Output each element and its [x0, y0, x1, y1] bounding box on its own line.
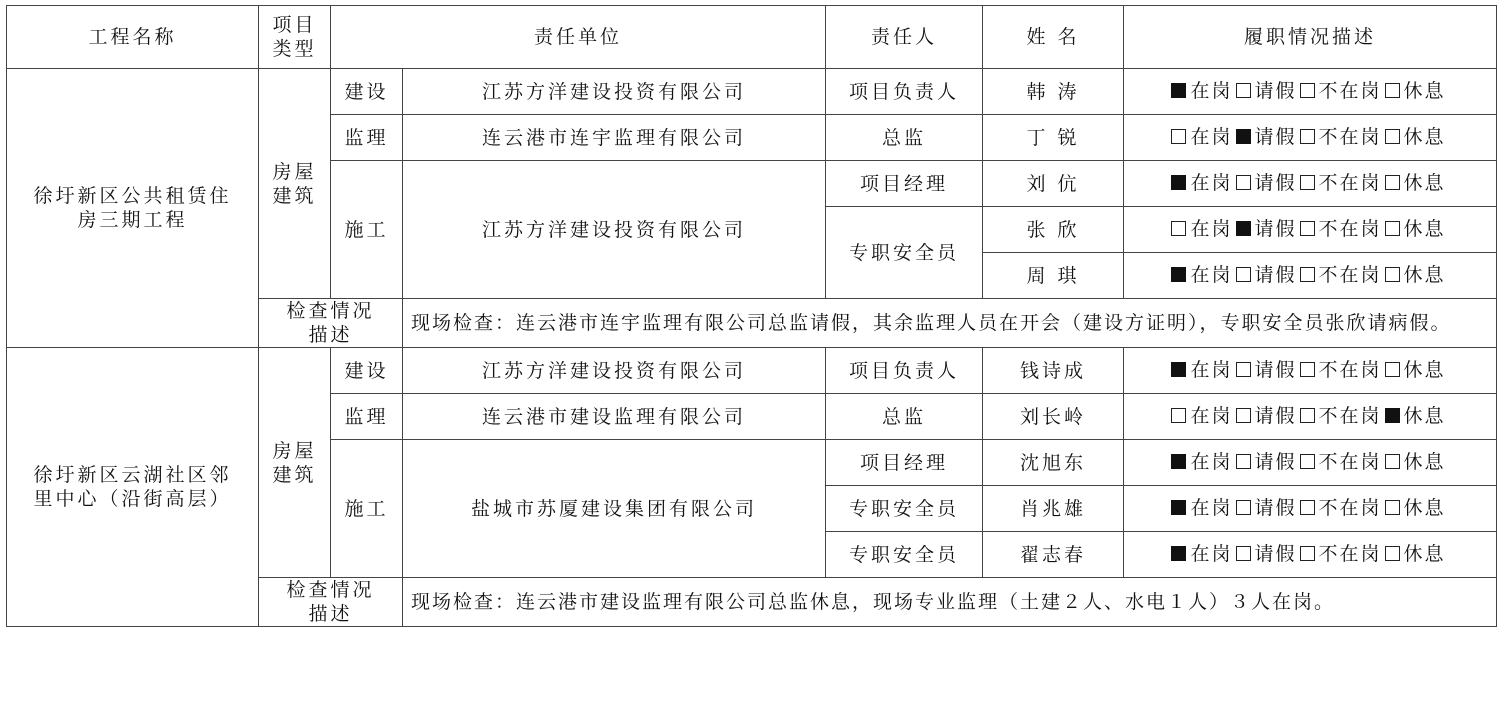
unchecked-box-icon	[1300, 221, 1315, 236]
status-option-label: 休息	[1403, 496, 1446, 519]
unchecked-box-icon	[1300, 546, 1315, 561]
project-name-cell: 徐圩新区公共租赁住 房三期工程	[7, 69, 259, 348]
check-label-cell: 检查情况 描述	[259, 299, 403, 348]
status-option-label: 在岗	[1190, 79, 1233, 102]
person-name-cell: 刘 伉	[983, 161, 1124, 207]
person-name-cell: 韩 涛	[983, 69, 1124, 115]
unit-role-cell: 施工	[331, 440, 403, 578]
status-option	[1171, 404, 1235, 428]
table-row	[7, 348, 1497, 394]
unchecked-box-icon	[1385, 267, 1400, 282]
checked-box-icon	[1236, 129, 1251, 144]
status-option	[1236, 125, 1300, 149]
status-option	[1300, 542, 1385, 566]
company-cell: 连云港市连宇监理有限公司	[403, 115, 826, 161]
checked-box-icon	[1385, 408, 1400, 423]
status-option	[1171, 358, 1235, 382]
unchecked-box-icon	[1171, 408, 1186, 423]
unchecked-box-icon	[1385, 500, 1400, 515]
status-option	[1171, 450, 1235, 474]
status-option	[1385, 496, 1449, 520]
unchecked-box-icon	[1171, 221, 1186, 236]
status-option	[1300, 404, 1385, 428]
status-option-label: 不在岗	[1318, 496, 1382, 519]
status-option	[1171, 79, 1235, 103]
unchecked-box-icon	[1236, 267, 1251, 282]
status-option	[1385, 79, 1449, 103]
status-options	[1171, 217, 1448, 241]
unchecked-box-icon	[1236, 546, 1251, 561]
unit-role-cell: 监理	[331, 394, 403, 440]
check-description-cell: 现场检查：连云港市连宇监理有限公司总监请假，其余监理人员在开会（建设方证明），专职安全员张欣请病假。	[403, 299, 1497, 348]
company-cell: 江苏方洋建设投资有限公司	[403, 161, 826, 299]
unchecked-box-icon	[1385, 129, 1400, 144]
person-name-cell: 钱诗成	[983, 348, 1124, 394]
status-options	[1171, 125, 1448, 149]
person-name-cell: 周 琪	[983, 253, 1124, 299]
status-options	[1171, 358, 1448, 382]
status-option-label: 请假	[1254, 125, 1297, 148]
status-options	[1171, 79, 1448, 103]
status-option-label: 在岗	[1190, 171, 1233, 194]
position-cell: 专职安全员	[826, 207, 983, 299]
position-cell: 项目经理	[826, 161, 983, 207]
unit-role-cell: 监理	[331, 115, 403, 161]
header-project-name: 工程名称	[7, 6, 259, 69]
status-option-label: 在岗	[1190, 263, 1233, 286]
status-option-label: 请假	[1254, 217, 1297, 240]
header-responsible-person: 责任人	[826, 6, 983, 69]
unchecked-box-icon	[1385, 454, 1400, 469]
unchecked-box-icon	[1300, 500, 1315, 515]
company-cell: 盐城市苏厦建设集团有限公司	[403, 440, 826, 578]
status-option	[1236, 496, 1300, 520]
status-option	[1385, 125, 1449, 149]
status-option-label: 不在岗	[1318, 125, 1382, 148]
status-option-label: 请假	[1254, 496, 1297, 519]
unchecked-box-icon	[1300, 454, 1315, 469]
duty-status-table	[6, 5, 1497, 627]
unchecked-box-icon	[1300, 408, 1315, 423]
status-option	[1385, 358, 1449, 382]
position-cell: 总监	[826, 394, 983, 440]
status-options	[1171, 450, 1448, 474]
checked-box-icon	[1171, 500, 1186, 515]
status-option-label: 在岗	[1190, 125, 1233, 148]
position-cell: 项目经理	[826, 440, 983, 486]
status-option-label: 在岗	[1190, 358, 1233, 381]
status-option-label: 不在岗	[1318, 263, 1382, 286]
duty-status-cell	[1124, 207, 1497, 253]
person-name-cell: 丁 锐	[983, 115, 1124, 161]
position-cell: 项目负责人	[826, 69, 983, 115]
status-option-label: 在岗	[1190, 496, 1233, 519]
person-name-cell: 刘长岭	[983, 394, 1124, 440]
status-option-label: 休息	[1403, 171, 1446, 194]
header-name: 姓 名	[983, 6, 1124, 69]
status-option	[1385, 171, 1449, 195]
duty-status-cell	[1124, 253, 1497, 299]
duty-status-cell	[1124, 394, 1497, 440]
project-name-cell: 徐圩新区云湖社区邻 里中心（沿街高层）	[7, 348, 259, 627]
unit-role-cell: 施工	[331, 161, 403, 299]
status-option	[1385, 450, 1449, 474]
position-cell: 专职安全员	[826, 486, 983, 532]
unchecked-box-icon	[1300, 175, 1315, 190]
unchecked-box-icon	[1385, 546, 1400, 561]
status-option	[1236, 171, 1300, 195]
duty-status-cell	[1124, 69, 1497, 115]
status-option-label: 请假	[1254, 542, 1297, 565]
header-duty-description: 履职情况描述	[1124, 6, 1497, 69]
status-option-label: 不在岗	[1318, 358, 1382, 381]
check-description-cell: 现场检查：连云港市建设监理有限公司总监休息，现场专业监理（土建２人、水电１人）３人在岗。	[403, 578, 1497, 627]
checked-box-icon	[1171, 546, 1186, 561]
status-options	[1171, 171, 1448, 195]
unchecked-box-icon	[1385, 83, 1400, 98]
checked-box-icon	[1171, 267, 1186, 282]
unchecked-box-icon	[1236, 454, 1251, 469]
checked-box-icon	[1171, 454, 1186, 469]
position-cell: 专职安全员	[826, 532, 983, 578]
unit-role-cell: 建设	[331, 69, 403, 115]
unchecked-box-icon	[1385, 221, 1400, 236]
status-option-label: 请假	[1254, 404, 1297, 427]
company-cell: 江苏方洋建设投资有限公司	[403, 348, 826, 394]
status-option-label: 不在岗	[1318, 404, 1382, 427]
status-option-label: 请假	[1254, 263, 1297, 286]
status-option	[1171, 496, 1235, 520]
position-cell: 总监	[826, 115, 983, 161]
status-option	[1300, 263, 1385, 287]
document-page	[6, 5, 1497, 627]
status-option	[1385, 217, 1449, 241]
status-option	[1300, 125, 1385, 149]
status-options	[1171, 263, 1448, 287]
header-project-type: 项目 类型	[259, 6, 331, 69]
unchecked-box-icon	[1236, 408, 1251, 423]
unchecked-box-icon	[1236, 83, 1251, 98]
duty-status-cell	[1124, 440, 1497, 486]
status-option-label: 不在岗	[1318, 450, 1382, 473]
status-option-label: 休息	[1403, 79, 1446, 102]
status-option	[1171, 171, 1235, 195]
status-option	[1385, 404, 1449, 428]
status-option	[1171, 542, 1235, 566]
status-option	[1236, 79, 1300, 103]
project-type-cell: 房屋 建筑	[259, 348, 331, 578]
unchecked-box-icon	[1300, 362, 1315, 377]
status-option	[1385, 542, 1449, 566]
person-name-cell: 翟志春	[983, 532, 1124, 578]
status-option-label: 在岗	[1190, 404, 1233, 427]
checked-box-icon	[1171, 362, 1186, 377]
status-option-label: 不在岗	[1318, 79, 1382, 102]
status-option-label: 不在岗	[1318, 171, 1382, 194]
unchecked-box-icon	[1171, 129, 1186, 144]
status-option-label: 休息	[1403, 358, 1446, 381]
checked-box-icon	[1171, 175, 1186, 190]
duty-status-cell	[1124, 115, 1497, 161]
company-cell: 连云港市建设监理有限公司	[403, 394, 826, 440]
status-option	[1300, 171, 1385, 195]
status-option-label: 休息	[1403, 125, 1446, 148]
status-option-label: 请假	[1254, 450, 1297, 473]
status-option-label: 在岗	[1190, 450, 1233, 473]
unchecked-box-icon	[1385, 362, 1400, 377]
checked-box-icon	[1236, 221, 1251, 236]
duty-status-cell	[1124, 486, 1497, 532]
status-option-label: 请假	[1254, 358, 1297, 381]
status-option-label: 休息	[1403, 404, 1446, 427]
unchecked-box-icon	[1300, 129, 1315, 144]
project-type-cell: 房屋 建筑	[259, 69, 331, 299]
unchecked-box-icon	[1300, 267, 1315, 282]
status-option-label: 请假	[1254, 79, 1297, 102]
status-option-label: 请假	[1254, 171, 1297, 194]
status-option	[1300, 79, 1385, 103]
person-name-cell: 沈旭东	[983, 440, 1124, 486]
unchecked-box-icon	[1300, 83, 1315, 98]
position-cell: 项目负责人	[826, 348, 983, 394]
person-name-cell: 张 欣	[983, 207, 1124, 253]
check-label-cell: 检查情况 描述	[259, 578, 403, 627]
status-option-label: 在岗	[1190, 542, 1233, 565]
status-option-label: 在岗	[1190, 217, 1233, 240]
duty-status-cell	[1124, 348, 1497, 394]
status-option	[1236, 358, 1300, 382]
unchecked-box-icon	[1236, 362, 1251, 377]
status-option	[1300, 450, 1385, 474]
status-option	[1236, 542, 1300, 566]
unchecked-box-icon	[1385, 175, 1400, 190]
company-cell: 江苏方洋建设投资有限公司	[403, 69, 826, 115]
status-option	[1385, 263, 1449, 287]
unit-role-cell: 建设	[331, 348, 403, 394]
status-option-label: 休息	[1403, 542, 1446, 565]
unchecked-box-icon	[1236, 500, 1251, 515]
status-option	[1236, 217, 1300, 241]
person-name-cell: 肖兆雄	[983, 486, 1124, 532]
status-option	[1171, 263, 1235, 287]
status-options	[1171, 542, 1448, 566]
status-option	[1236, 263, 1300, 287]
status-option-label: 休息	[1403, 450, 1446, 473]
status-option-label: 不在岗	[1318, 542, 1382, 565]
status-options	[1171, 404, 1448, 428]
status-option-label: 休息	[1403, 263, 1446, 286]
duty-status-cell	[1124, 161, 1497, 207]
status-option	[1171, 125, 1235, 149]
status-option-label: 休息	[1403, 217, 1446, 240]
header-row	[7, 6, 1497, 69]
unchecked-box-icon	[1236, 175, 1251, 190]
checked-box-icon	[1171, 83, 1186, 98]
status-option	[1300, 496, 1385, 520]
status-option	[1236, 450, 1300, 474]
status-option	[1236, 404, 1300, 428]
duty-status-cell	[1124, 532, 1497, 578]
table-row	[7, 69, 1497, 115]
status-option	[1171, 217, 1235, 241]
header-responsible-unit: 责任单位	[331, 6, 826, 69]
status-options	[1171, 496, 1448, 520]
status-option	[1300, 217, 1385, 241]
status-option-label: 不在岗	[1318, 217, 1382, 240]
status-option	[1300, 358, 1385, 382]
